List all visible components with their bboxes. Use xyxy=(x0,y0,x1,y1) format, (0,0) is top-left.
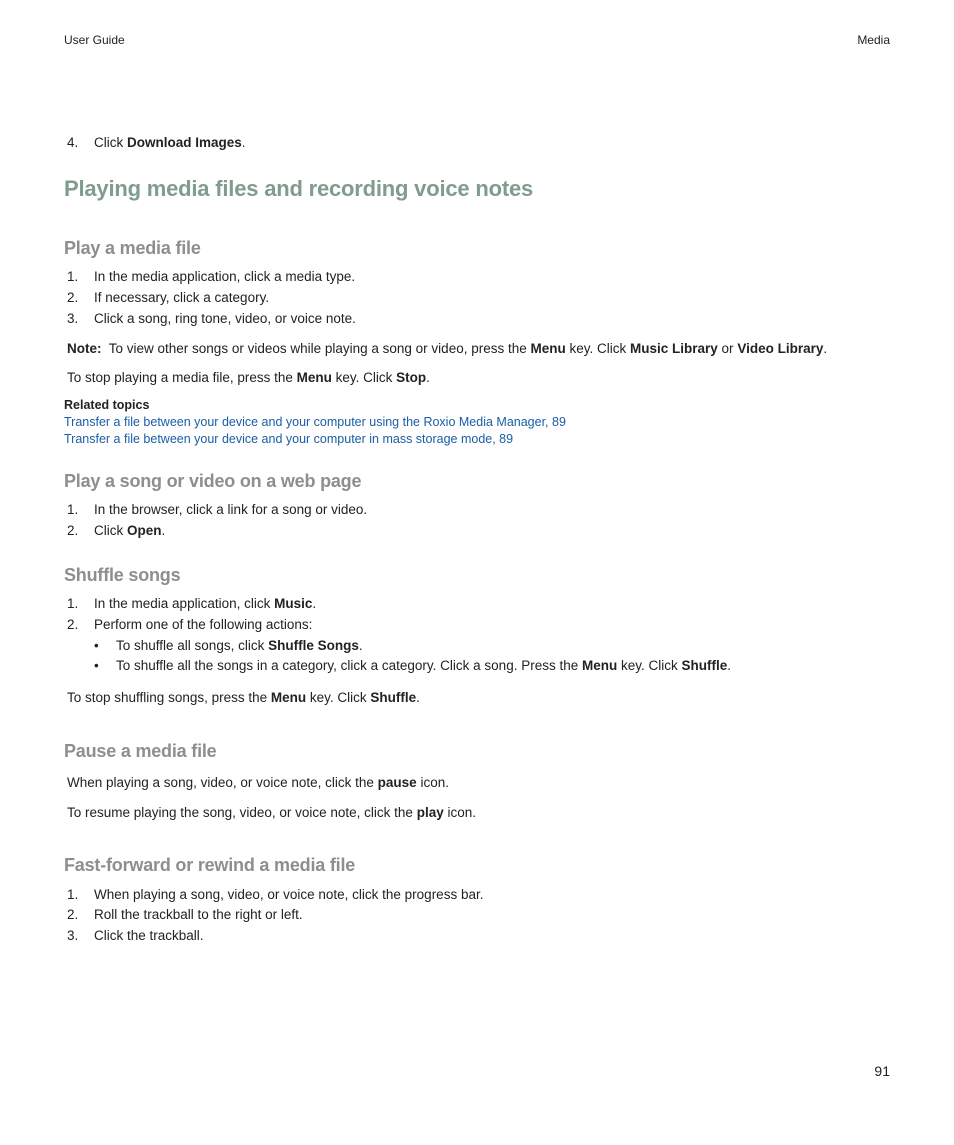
paragraph: To stop playing a media file, press the Menu key. Click Stop. xyxy=(67,370,430,385)
related-topics-title: Related topics xyxy=(64,398,150,412)
paragraph: To stop shuffling songs, press the Menu key. Click Shuffle. xyxy=(67,690,420,705)
bullet-icon: • xyxy=(94,638,99,653)
paragraph: When playing a song, video, or voice note, click the pause icon. xyxy=(67,775,449,790)
section-heading: Playing media files and recording voice notes xyxy=(64,176,534,201)
subsection-heading-web-page: Play a song or video on a web page xyxy=(64,471,362,491)
intro-step: 4. Click Download Images. xyxy=(67,135,246,150)
list-item: 1. In the media application, click a media type. xyxy=(67,269,356,284)
list-item: 1. In the browser, click a link for a song or video. xyxy=(67,502,368,517)
list-item: 3. Click a song, ring tone, video, or voice note. xyxy=(67,311,356,326)
bullet-icon: • xyxy=(94,658,99,673)
bullet-item: • To shuffle all songs, click Shuffle Songs. xyxy=(94,638,363,653)
list-item: 2. Roll the trackball to the right or left. xyxy=(67,907,303,922)
list-item: 1. In the media application, click Music. xyxy=(67,596,317,611)
step-number: 4. xyxy=(67,135,79,150)
note-label: Note: xyxy=(67,341,102,356)
subsection-heading-shuffle: Shuffle songs xyxy=(64,565,181,585)
running-header-right: Media xyxy=(857,33,890,47)
related-link-roxio[interactable]: Transfer a file between your device and your computer using the Roxio Media Manager, 89 xyxy=(64,415,566,429)
list-item: 2. Click Open. xyxy=(67,523,166,538)
subsection-heading-pause: Pause a media file xyxy=(64,741,217,761)
list-item: 3. Click the trackball. xyxy=(67,928,204,943)
subsection-heading-fast-forward: Fast-forward or rewind a media file xyxy=(64,855,356,875)
related-link-mass-storage[interactable]: Transfer a file between your device and your computer in mass storage mode, 89 xyxy=(64,432,514,446)
running-header-left: User Guide xyxy=(64,33,125,47)
subsection-heading-play-media: Play a media file xyxy=(64,238,201,258)
list-item: 2. If necessary, click a category. xyxy=(67,290,270,305)
paragraph: To resume playing the song, video, or voice note, click the play icon. xyxy=(67,805,476,820)
list-item: 2. Perform one of the following actions: xyxy=(67,617,313,632)
note-paragraph: Note: To view other songs or videos while playing a song or video, press the Menu key. Click Music Library or Video Library. xyxy=(67,341,828,356)
list-item: 1. When playing a song, video, or voice note, click the progress bar. xyxy=(67,887,484,902)
page-number: 91 xyxy=(874,1063,890,1079)
bullet-item: • To shuffle all the songs in a category, click a category. Click a song. Press the Menu key. Click Shuffle. xyxy=(94,658,732,673)
